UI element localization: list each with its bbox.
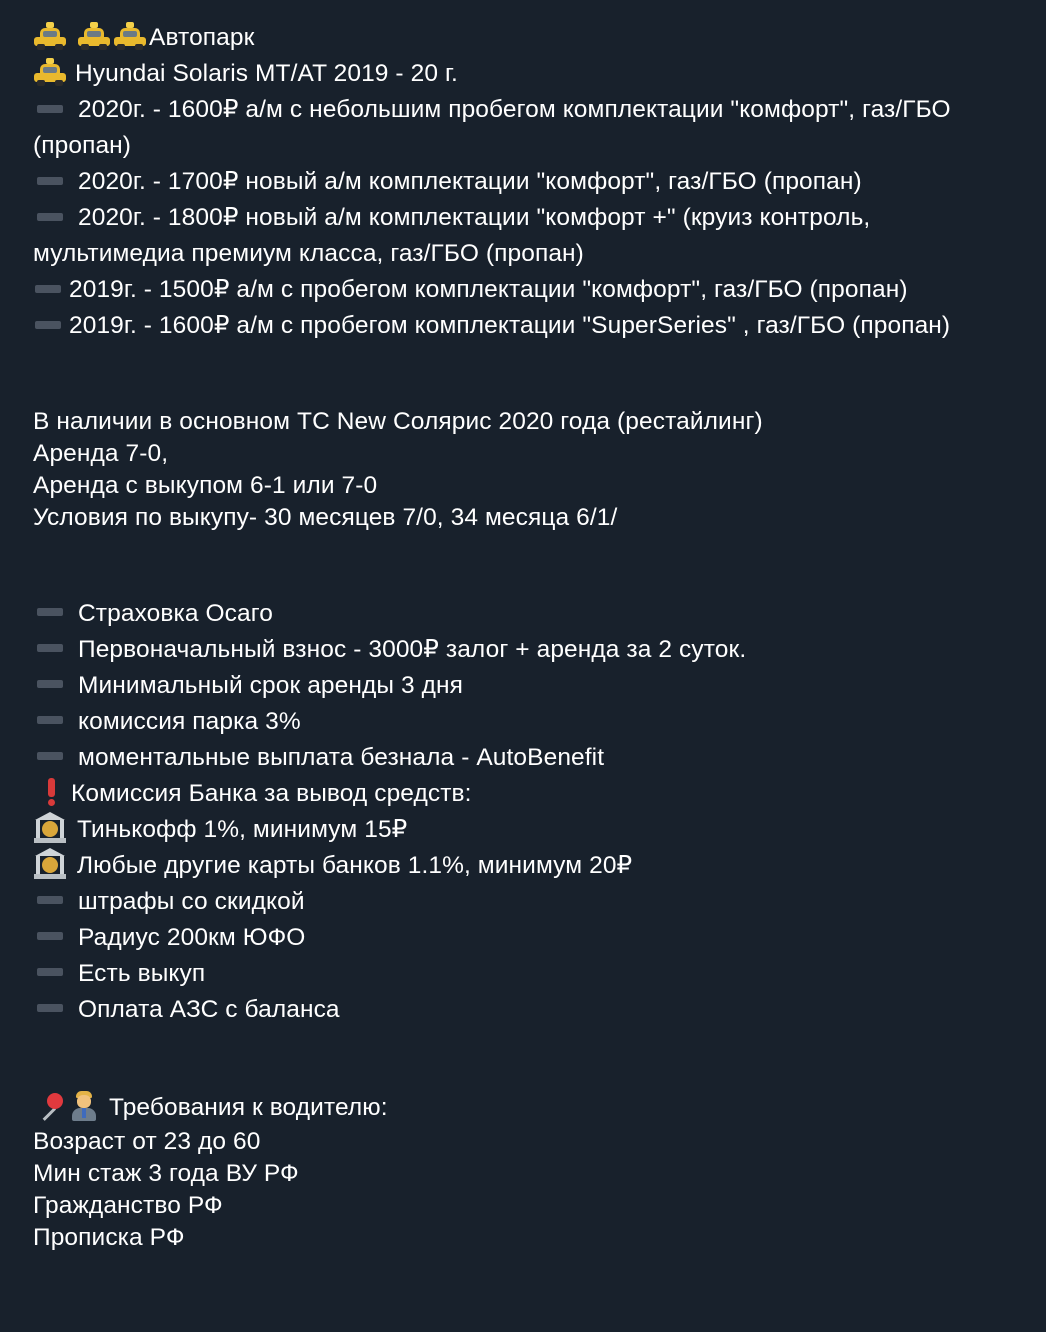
condition-item <box>33 668 1023 704</box>
dash-icon <box>37 644 63 652</box>
condition-text: Есть выкуп <box>78 960 206 987</box>
man-icon <box>69 1090 99 1122</box>
requirement-line: Возраст от 23 до 60 <box>33 1128 261 1155</box>
condition-item <box>33 632 1023 668</box>
fleet-title: Автопарк <box>149 24 255 51</box>
condition-item <box>33 740 1023 776</box>
offer-text: 2019г. - 1500₽ а/м с пробегом комплектации "комфорт", газ/ГБО (пропан) <box>69 276 908 303</box>
taxi-icon <box>33 58 67 86</box>
message-body <box>33 20 1023 1254</box>
condition-text: комиссия парка 3% <box>78 708 301 735</box>
conditions-block <box>33 596 1023 1028</box>
condition-item <box>33 704 1023 740</box>
condition-item <box>33 884 1023 920</box>
offer-item <box>33 308 1023 344</box>
dash-icon <box>37 932 63 940</box>
offer-text: 2020г. - 1800₽ новый а/м комплектации "комфорт +" (круиз контроль, мультимедиа премиум класса, газ/ГБО (пропан) <box>33 204 871 267</box>
dash-icon <box>35 321 61 329</box>
bank-icon <box>33 848 67 880</box>
availability-block <box>33 406 1023 534</box>
dash-icon <box>37 896 63 904</box>
condition-item <box>33 956 1023 992</box>
dash-icon <box>35 285 61 293</box>
condition-text: Минимальный срок аренды 3 дня <box>78 672 464 699</box>
dash-icon <box>37 716 63 724</box>
availability-line: В наличии в основном ТС New Солярис 2020 года (рестайлинг) <box>33 408 763 435</box>
condition-text: моментальные выплата безнала - AutoBenefit <box>78 744 605 771</box>
offer-item <box>33 272 1023 308</box>
requirements-title: Требования к водителю: <box>109 1094 388 1121</box>
bank-item <box>33 848 1023 884</box>
model-text: Hyundai Solaris MT/AT 2019 - 20 г. <box>75 60 458 87</box>
offer-text: 2019г. - 1600₽ а/м с пробегом комплектации "SuperSeries" , газ/ГБО (пропан) <box>69 312 951 339</box>
offer-item <box>33 164 1023 200</box>
dash-icon <box>37 968 63 976</box>
taxi-icon <box>33 22 67 50</box>
taxi-icon <box>77 22 111 50</box>
offer-text: 2020г. - 1700₽ новый а/м комплектации "комфорт", газ/ГБО (пропан) <box>78 168 862 195</box>
bank-item <box>33 812 1023 848</box>
dash-icon <box>37 1004 63 1012</box>
condition-item <box>33 920 1023 956</box>
condition-text: Радиус 200км ЮФО <box>78 924 306 951</box>
requirement-line: Прописка РФ <box>33 1224 185 1251</box>
model-line <box>33 56 1023 92</box>
requirements-block <box>33 1090 1023 1254</box>
condition-text: Первоначальный взнос - 3000₽ залог + аренда за 2 суток. <box>78 636 747 663</box>
condition-text: штрафы со скидкой <box>78 888 305 915</box>
condition-text: Страховка Осаго <box>78 600 273 627</box>
bank-icon <box>33 812 67 844</box>
requirement-line: Гражданство РФ <box>33 1192 223 1219</box>
dash-icon <box>37 177 63 185</box>
availability-line: Условия по выкупу- 30 месяцев 7/0, 34 месяца 6/1/ <box>33 504 618 531</box>
dash-icon <box>37 680 63 688</box>
exclamation-icon <box>41 777 61 807</box>
requirements-header <box>33 1090 1023 1126</box>
pin-icon <box>33 1091 65 1121</box>
availability-line: Аренда 7-0, <box>33 440 169 467</box>
dash-icon <box>37 752 63 760</box>
bank-item-text: Любые другие карты банков 1.1%, минимум 20₽ <box>77 852 633 879</box>
condition-item <box>33 992 1023 1028</box>
requirement-line: Мин стаж 3 года ВУ РФ <box>33 1160 299 1187</box>
taxi-icon <box>113 22 147 50</box>
header-line <box>33 20 1023 56</box>
bank-commission-title: Комиссия Банка за вывод средств: <box>71 780 472 807</box>
condition-text: Оплата АЗС с баланса <box>78 996 340 1023</box>
offer-text: 2020г. - 1600₽ а/м с небольшим пробегом комплектации "комфорт", газ/ГБО (пропан) <box>33 96 951 159</box>
condition-item <box>33 596 1023 632</box>
bank-item-text: Тинькофф 1%, минимум 15₽ <box>77 816 408 843</box>
availability-line: Аренда с выкупом 6-1 или 7-0 <box>33 472 378 499</box>
dash-icon <box>37 105 63 113</box>
offer-item <box>33 200 1023 272</box>
dash-icon <box>37 608 63 616</box>
bank-commission-header <box>33 776 1023 812</box>
dash-icon <box>37 213 63 221</box>
offer-item <box>33 92 1023 164</box>
